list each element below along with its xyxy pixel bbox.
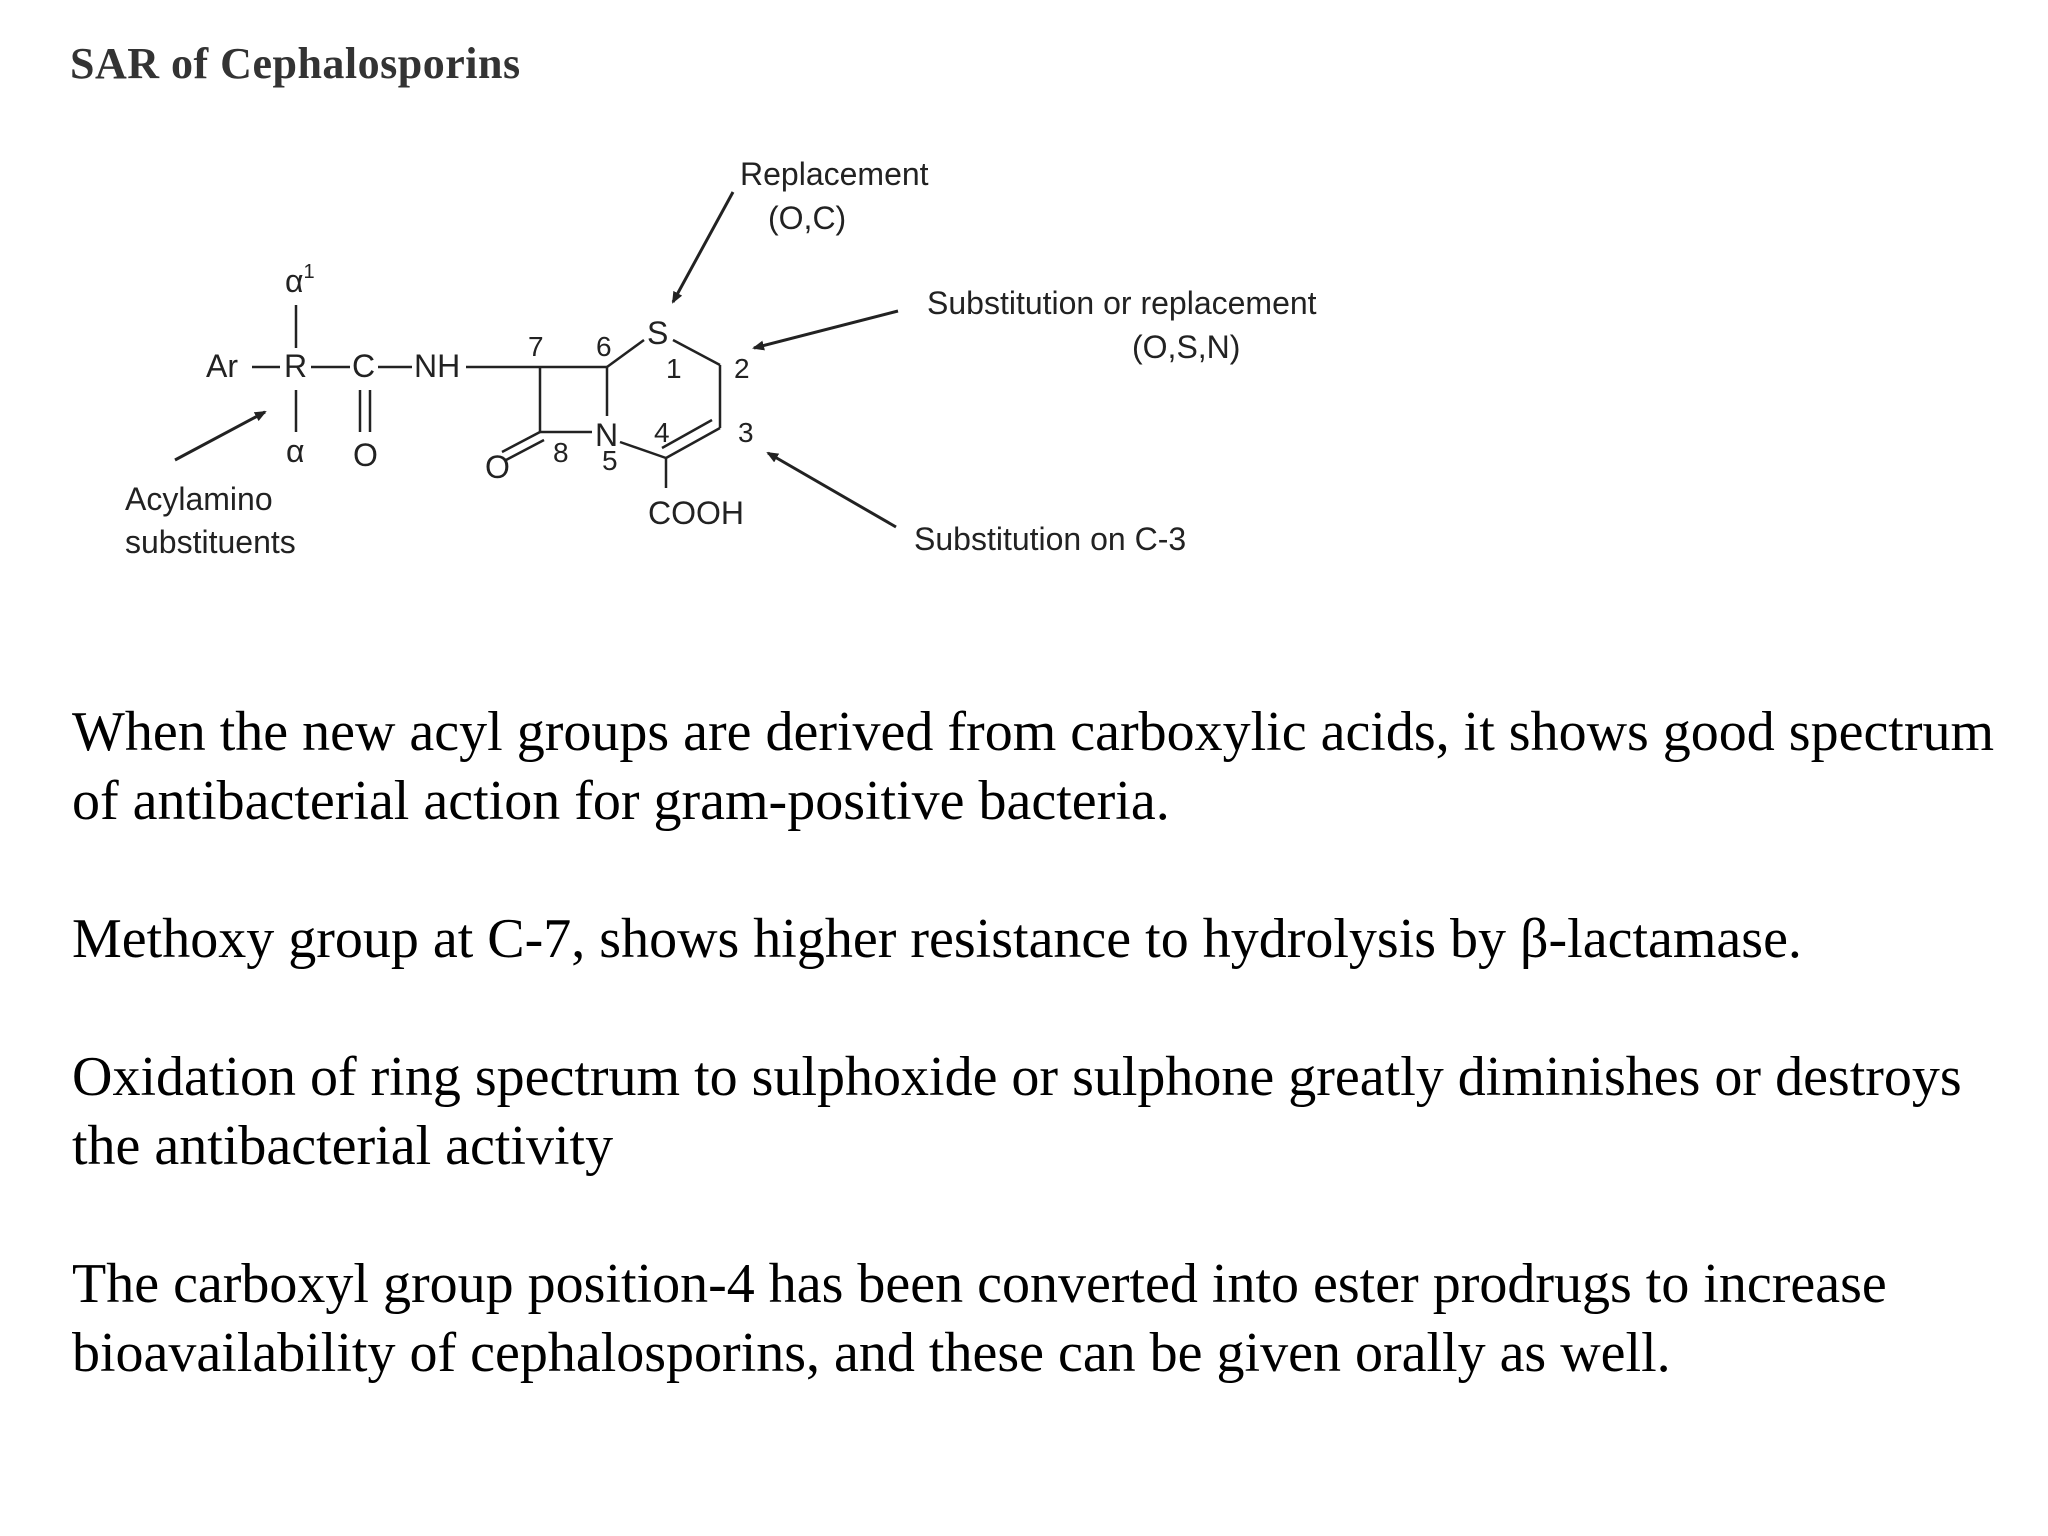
substituents-label: substituents: [125, 524, 296, 560]
replacement-arrow: [673, 192, 733, 302]
n-label: N: [595, 417, 619, 453]
replacement-atoms-label: (O,C): [768, 200, 847, 236]
substitution-label: Substitution or replacement: [927, 285, 1317, 321]
lactam-co-bond-b: [506, 440, 544, 460]
cephalosporin-sar-diagram: [0, 0, 2048, 620]
carbonyl-o-label: O: [353, 437, 378, 473]
acylamino-arrow: [175, 412, 265, 460]
c3-arrow: [768, 453, 896, 527]
cooh-label: COOH: [648, 495, 744, 531]
c6-s-bond: [607, 340, 644, 367]
paragraph-acyl-groups: When the new acyl groups are derived from carboxylic acids, it shows good spectrum of antibacterial action for gram-positive bacteria.: [72, 701, 1995, 832]
substitution-atoms-label: (O,S,N): [1132, 329, 1241, 365]
c3-substitution-label: Substitution on C-3: [914, 521, 1187, 557]
page-title: SAR of Cephalosporins: [70, 39, 521, 88]
ar-label: Ar: [206, 348, 238, 384]
s-label: S: [647, 315, 669, 351]
position-8-label: 8: [553, 437, 569, 468]
alpha1-label: $\alpha^1$: [285, 261, 315, 299]
position-6-label: 6: [596, 331, 612, 362]
position-2-label: 2: [734, 353, 750, 384]
position-5-label: 5: [602, 445, 618, 476]
position-7-label: 7: [528, 331, 544, 362]
paragraph-oxidation: Oxidation of ring spectrum to sulphoxide or sulphone greatly diminishes or destroys the antibacterial activity: [72, 1046, 1962, 1177]
nh-label: NH: [414, 348, 461, 384]
r-label: R: [284, 348, 308, 384]
replacement-label: Replacement: [740, 156, 929, 192]
acylamino-label: Acylamino: [125, 481, 273, 517]
c3-c4-bond-a: [666, 428, 720, 458]
position-4-label: 4: [654, 417, 670, 448]
position-1-label: 1: [666, 353, 682, 384]
position-3-label: 3: [738, 417, 754, 448]
substitution-arrow: [754, 311, 898, 348]
paragraph-carboxyl-group: The carboxyl group position-4 has been converted into ester prodrugs to increase bioavailability of cephalosporins, and these can be given orally as well.: [72, 1253, 1887, 1384]
alpha-label: α: [286, 433, 305, 469]
lactam-o-label: O: [485, 449, 510, 485]
c-label: C: [352, 348, 376, 384]
paragraph-methoxy-group: Methoxy group at C-7, shows higher resistance to hydrolysis by β-lactamase.: [72, 908, 1802, 970]
